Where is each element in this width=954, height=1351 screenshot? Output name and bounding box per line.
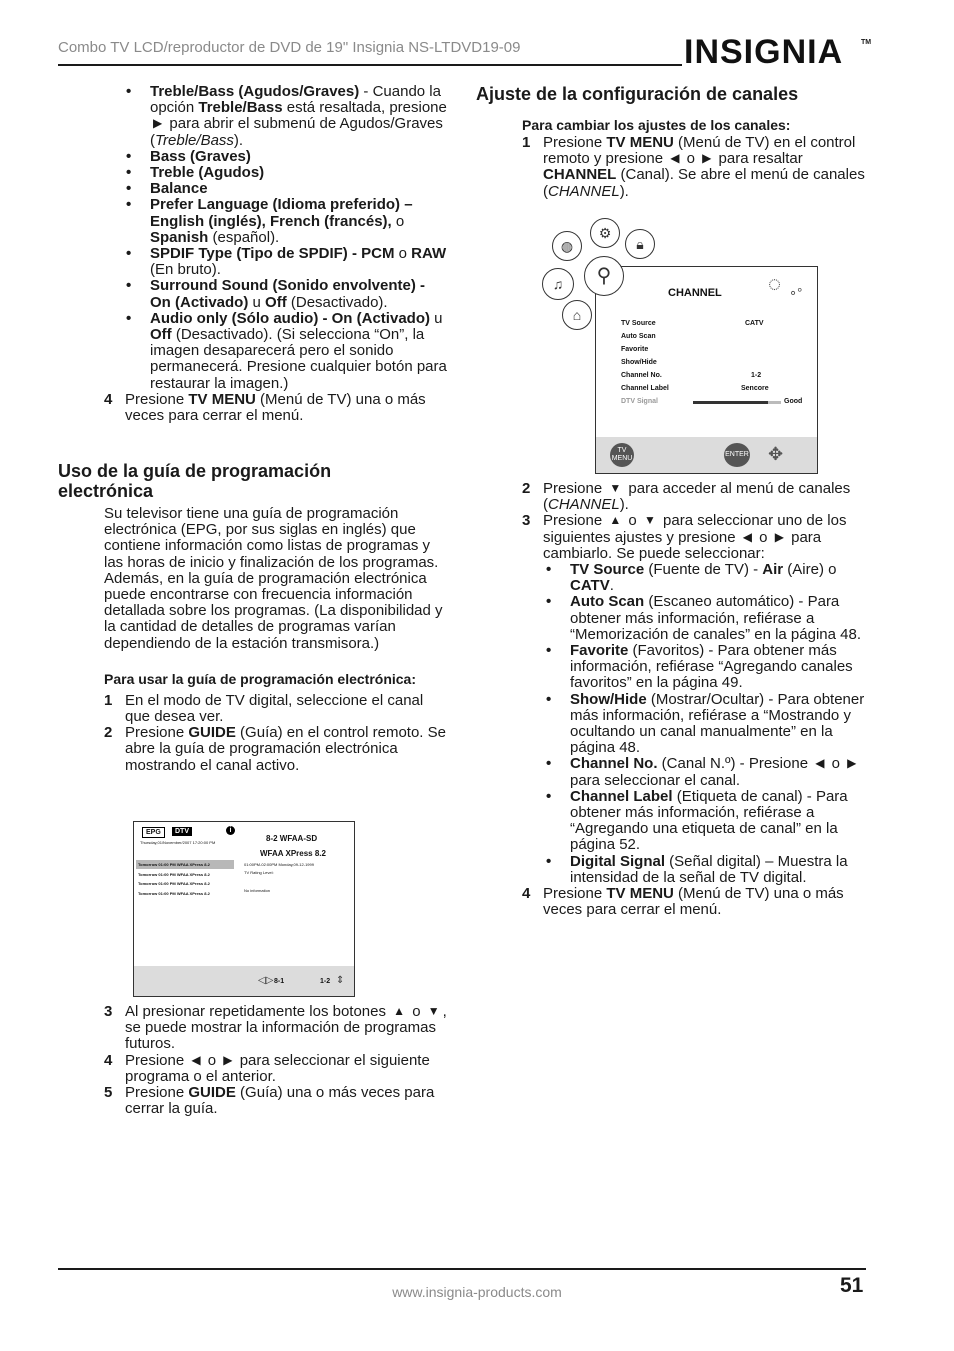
bullet-favorite: • Favorite (Favoritos) - Para obtener más información, refiérase “Agregando canales favoritos” en la página 49. [546,643,866,692]
bullet-balance: • Balance [126,181,448,197]
footer-url: www.insignia-products.com [392,1284,562,1300]
right-arrow-icon: ▶ [774,529,784,544]
picture-icon: ◍ [552,231,582,261]
channels-heading: Ajuste de la configuración de canales [476,84,799,104]
epg-subheading: Para usar la guía de programación electrónica: [104,670,416,687]
epg-row: Tomorrow 01:00 PM WFAA XPress 8.2 [138,891,210,896]
tv-menu-button: TV MENU [610,443,634,467]
bullet-channel-no: • Channel No. (Canal N.º) - Presione ◀ o ▶ para seleccionar el canal. [546,756,866,788]
epg-next-channel: 1-2 [320,978,331,985]
epg-steps-continued [104,1004,448,1117]
audio-icon: ♫ [542,268,574,300]
menu-label-channel-label: Channel Label [621,385,669,392]
epg-row: Tomorrow 01:00 PM WFAA XPress 8.2 [138,872,210,877]
signal-bar-fill [693,401,768,404]
bullet-treble: • Treble (Agudos) [126,165,448,181]
epg-time: 01:00PM-02:00PM Monday,09-12-1999 [244,862,314,867]
down-arrow-icon: ▼ [427,1004,440,1018]
step-4-close-menu: 4 Presione TV MENU (Menú de TV) una o más veces para cerrar el menú. [104,390,426,425]
signal-bar-track [693,401,781,404]
right-arrow-icon: ▶ [702,151,712,166]
epg-screen-figure [133,821,355,997]
bullet-digital-signal: • Digital Signal (Señal digital) – Muestra la intensidad de la señal de TV digital. [546,854,866,886]
left-column [104,84,448,424]
epg-section [104,506,448,774]
epg-row: Tomorrow 01:00 PM WFAA XPress 8.2 [138,862,210,867]
epg-step-2: 2 Presione GUIDE (Guía) en el control remoto. Se abre la guía de programación electrónica mostrando el canal activo. [104,724,446,774]
page-number: 51 [840,1274,864,1297]
dtv-tag: DTV [172,827,192,836]
bullet-bass: • Bass (Graves) [126,149,448,165]
channel-steps [522,481,866,918]
right-arrow-icon: ▶ [153,116,163,131]
bullet-spdif: • SPDIF Type (Tipo de SPDIF) - PCM o RAW (En bruto). [126,246,448,278]
bullet-prefer-language: • Prefer Language (Idioma preferido) – English (inglés), French (francés), o Spanish (español). [126,197,448,246]
channel-step-3: 3 Presione ▲ o ▼ para seleccionar uno de los siguientes ajustes y presione ◀ o ▶ para cambiarlo. Se puede seleccionar: [522,512,847,562]
left-arrow-icon: ◀ [742,529,753,544]
settings-gear-icon: ⚙ [590,218,620,248]
up-down-arrows-icon: ⇕ [336,975,345,986]
left-arrow-icon: ◀ [191,1052,201,1067]
epg-step-5: 5 Presione GUIDE (Guía) una o más veces para cerrar la guía. [104,1084,435,1118]
tv-setup-icon: ⌂ [562,300,592,330]
channel-step-1: 1 Presione TV MENU (Menú de TV) en el control remoto y presione ◀ o ▶ para resaltar CHANNEL (Canal). Se abre el menú de canales (CHANNEL). [522,134,865,200]
insignia-logo: INSIGNIA [684,33,844,71]
epg-rating: TV Rating Level: [244,870,274,875]
epg-step-1: 1 En el modo de TV digital, seleccione el canal que desea ver. [104,691,424,726]
channel-menu-screen [595,266,818,474]
direction-pad-icon: ✥ [768,444,784,464]
epg-station: WFAA XPress 8.2 [260,849,326,858]
up-arrow-icon: ▲ [393,1004,406,1018]
up-arrow-icon: ▲ [609,513,622,528]
left-right-arrows-icon: ◁▷ [258,975,274,986]
epg-no-info: No information [244,888,271,893]
info-icon: i [226,826,235,835]
lock-icon: 🔒︎ [625,229,655,259]
epg-heading: Uso de la guía de programación electrónica [58,461,332,501]
channels-subheading: Para cambiar los ajustes de los canales: [522,117,791,133]
bullet-auto-scan: • Auto Scan (Escaneo automático) - Para obtener más información, refiérase a “Memorización de canales” en la página 48. [546,594,866,643]
epg-step-3: 3 Al presionar repetidamente los botones ▲ o ▼ , se puede mostrar la información de programas futuros. [104,1003,447,1053]
menu-label-auto-scan: Auto Scan [621,333,656,340]
bubbles-icon: ◌ [768,271,782,296]
footer-rule [58,1268,866,1270]
menu-value-channel-label: Sencore [741,385,769,392]
bullet-show-hide: • Show/Hide (Mostrar/Ocultar) - Para obtener más información, refiérase a “Mostrando y ocultando un canal manualmente” en la página 48. [546,692,866,757]
right-arrow-icon: ▶ [223,1052,233,1067]
menu-value-dtv-signal: Good [784,398,803,405]
epg-prev-channel: 8-1 [274,978,285,985]
bullet-surround: • Surround Sound (Sonido envolvente) - On (Activado) u Off (Desactivado). [126,278,448,310]
epg-row: Tomorrow 01:00 PM WFAA XPress 8.2 [138,881,210,886]
channel-menu-title: CHANNEL [668,287,722,299]
bullet-channel-label: • Channel Label (Etiqueta de canal) - Para obtener más información, refiérase a “Agregando una etiqueta de canal” en la página 52. [546,789,866,854]
menu-label-show-hide: Show/Hide [621,359,657,366]
left-arrow-icon: ◀ [670,151,680,166]
enter-button: ENTER [724,443,750,467]
menu-value-channel-no: 1-2 [751,372,762,379]
bullet-tv-source: • TV Source (Fuente de TV) - Air (Aire) o CATV. [546,562,866,594]
right-arrow-icon: ▶ [847,756,857,771]
down-arrow-icon: ▼ [609,481,622,495]
bullet-treble-bass: • Treble/Bass (Agudos/Graves) - Cuando la opción Treble/Bass está resaltada, presione ▶ para abrir el submenú de Agudos/Graves (Treble/Bass). [126,84,448,149]
menu-label-favorite: Favorite [621,346,649,353]
left-arrow-icon: ◀ [815,756,825,771]
down-arrow-icon: ▼ [643,513,656,528]
menu-value-tv-source: CATV [745,320,764,327]
channel-step-4: 4 Presione TV MENU (Menú de TV) una o más veces para cerrar el menú. [522,885,844,919]
running-header: Combo TV LCD/reproductor de DVD de 19" Insignia NS-LTDVD19-09 [58,39,521,56]
menu-label-channel-no: Channel No. [621,372,662,379]
epg-intro: Su televisor tiene una guía de programación electrónica (EPG, por sus siglas en inglés) que contiene información como listas de programas y las horas de inicio y finalización de los programas. Además, en la guía de programación electrónica puede encontrarse con frecuencia información detallada sobre los programas. (La disponibilidad y la cantidad de detalles de programas varían dependiendo de la estación transmisora.) [104,505,443,652]
satellite-channel-icon: ⚲ [584,256,624,296]
epg-channel: 8-2 WFAA-SD [266,834,318,843]
header-rule [58,64,682,66]
channels-intro [522,117,866,200]
logo-trademark: TM [861,39,872,46]
menu-label-dtv-signal: DTV Signal [621,398,658,405]
channel-menu-figure [542,218,818,474]
channel-step-2: 2 Presione ▼ para acceder al menú de canales (CHANNEL). [522,480,851,514]
epg-tag: EPG [142,827,165,838]
menu-label-tv-source: TV Source [621,320,656,327]
bubbles-icon: ∘° [789,285,803,300]
epg-step-4: 4 Presione ◀ o ▶ para seleccionar el siguiente programa o el anterior. [104,1051,430,1085]
epg-date: Thursday,01/November/2007 17:20:00 PM [140,840,216,845]
bullet-audio-only: • Audio only (Sólo audio) - On (Activado) u Off (Desactivado). (Si selecciona “On”, la imagen desaparecerá pero el sonido permanecerá. Presione cualquier botón para restaurar la imagen.) [126,311,448,392]
